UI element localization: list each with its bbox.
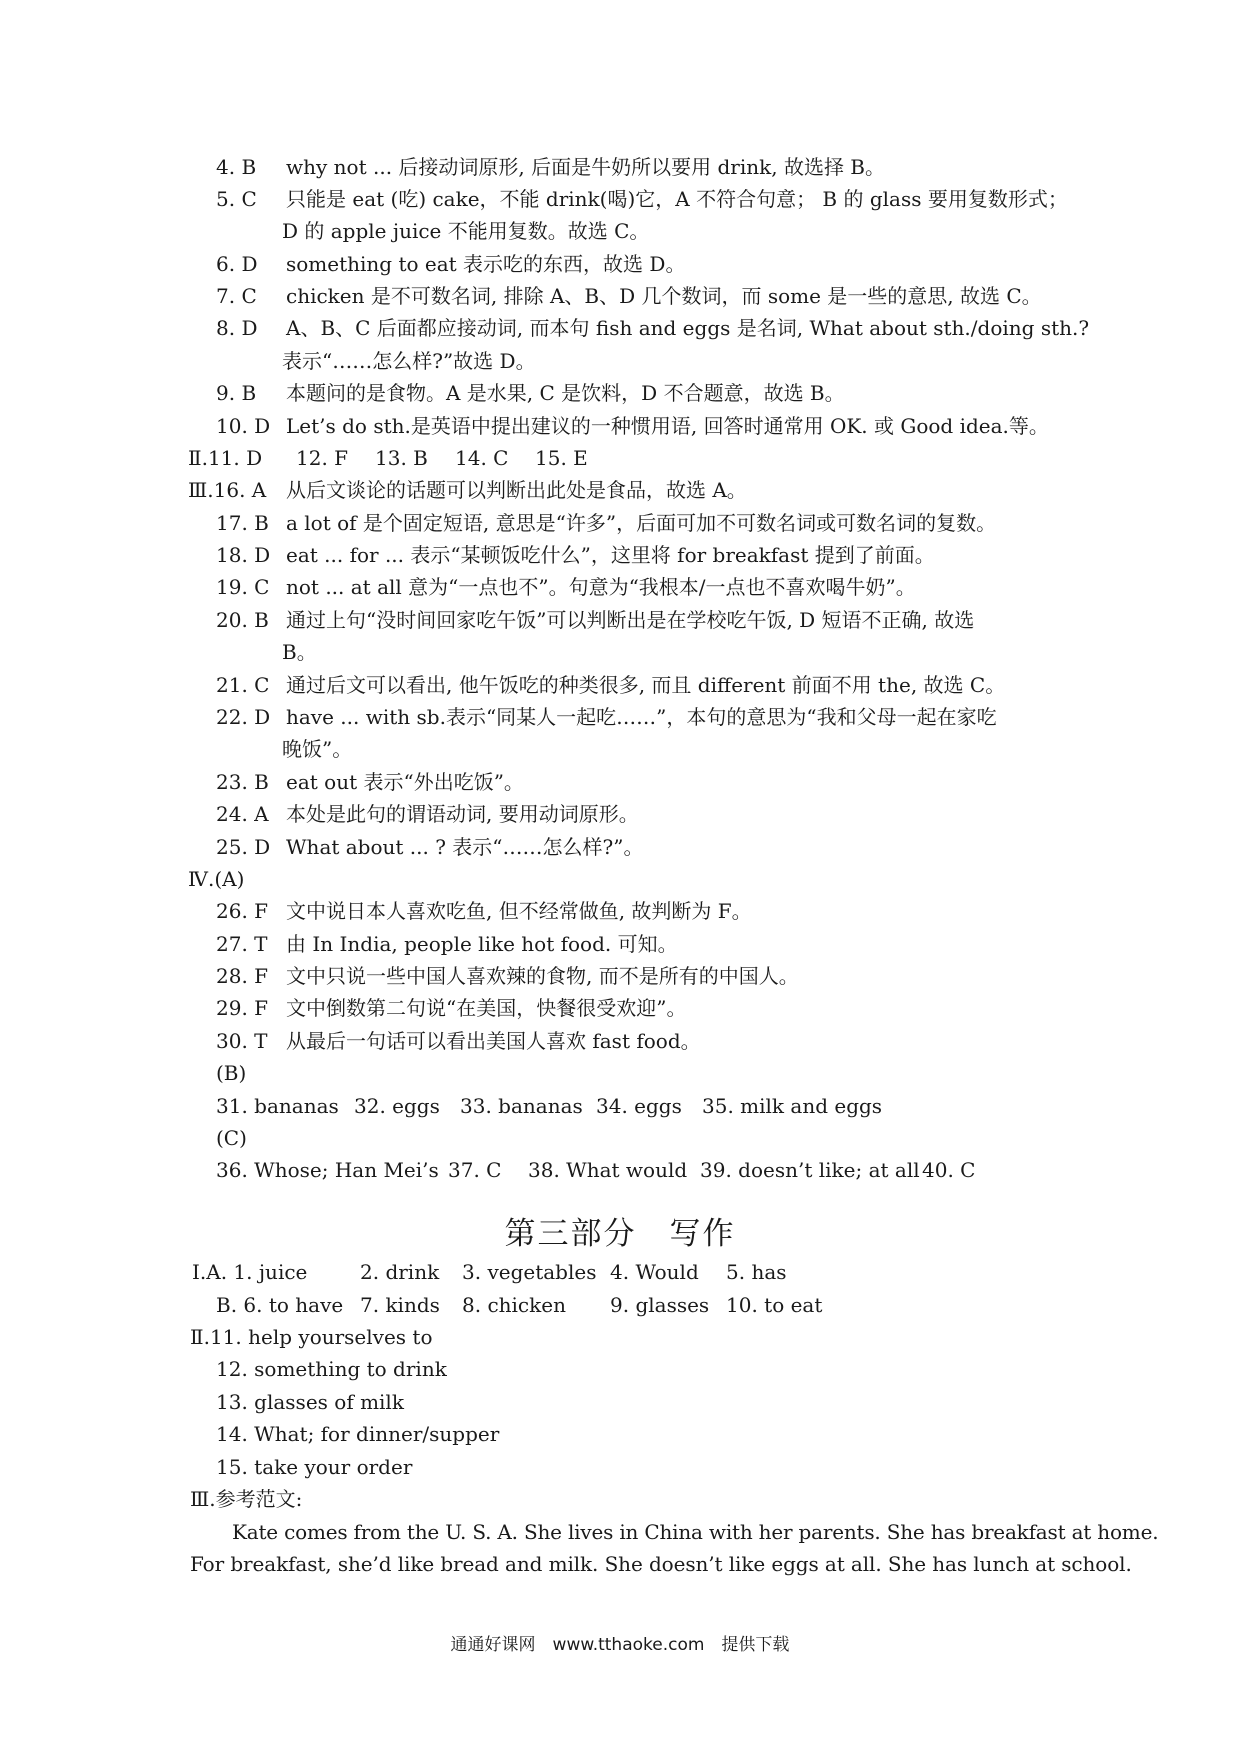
answer-item: 4. Would <box>610 1260 699 1284</box>
answer-explanation: have ... with sb.表示“同某人一起吃……”，本句的意思为“我和父母一起在家吃 <box>286 705 997 729</box>
answer-number: 20. B <box>216 608 269 632</box>
answer-item: 39. doesn’t like; at all <box>700 1158 920 1182</box>
answer-row <box>0 960 1240 993</box>
answer-number: 26. F <box>216 899 269 923</box>
answer-row <box>0 410 1240 443</box>
section-ii-label: Ⅱ.11. D <box>188 446 263 470</box>
answer-number: 9. B <box>216 381 257 405</box>
answer-item: 13. glasses of milk <box>216 1390 404 1414</box>
answer-explanation: 只能是 eat (吃) cake，不能 drink(喝)它，A 不符合句意； B 的 glass 要用复数形式； <box>286 187 1068 211</box>
answer-number: 25. D <box>216 835 271 859</box>
answer-number: 19. C <box>216 575 270 599</box>
answer-row <box>0 183 1240 216</box>
answers-31-35 <box>0 1090 1240 1123</box>
essay-line <box>0 1548 1240 1581</box>
answer-row <box>0 701 1240 734</box>
answer-item: 31. bananas <box>216 1094 339 1118</box>
answer-explanation: why not ... 后接动词原形, 后面是牛奶所以要用 drink, 故选择 B。 <box>286 155 886 179</box>
part3-iii-heading <box>0 1483 1240 1516</box>
answer-number: 23. B <box>216 770 269 794</box>
subsection-b-label: (B) <box>216 1061 247 1085</box>
answer-row <box>0 312 1240 345</box>
answer-explanation-continued: 晚饭”。 <box>282 737 353 761</box>
answer-row <box>0 377 1240 410</box>
answer-item: 15. E <box>535 446 588 470</box>
answer-item: 8. chicken <box>462 1293 566 1317</box>
answer-explanation: a lot of 是个固定短语, 意思是“许多”，后面可加不可数名词或可数名词的复数。 <box>286 511 997 535</box>
answer-number: 22. D <box>216 705 271 729</box>
answer-item: 5. has <box>726 1260 787 1284</box>
answer-row <box>0 733 1240 766</box>
part3-ii-row <box>0 1386 1240 1419</box>
answer-item: 34. eggs <box>596 1094 682 1118</box>
part3-row-b <box>0 1289 1240 1322</box>
answer-explanation: not ... at all 意为“一点也不”。句意为“我根本/一点也不喜欢喝牛奶”。 <box>286 575 916 599</box>
answer-item: 10. to eat <box>726 1293 823 1317</box>
answer-row <box>0 831 1240 864</box>
answer-row <box>0 766 1240 799</box>
subsection-heading <box>0 1122 1240 1155</box>
answer-explanation: 本题问的是食物。A 是水果, C 是饮料，D 不合题意，故选 B。 <box>286 381 845 405</box>
answer-explanation: eat ... for ... 表示“某顿饭吃什么”，这里将 for breakfast 提到了前面。 <box>286 543 935 567</box>
answer-row <box>0 474 1240 507</box>
answer-row <box>0 151 1240 184</box>
answer-item: 7. kinds <box>360 1293 440 1317</box>
answer-explanation: 从最后一句话可以看出美国人喜欢 fast food。 <box>286 1029 701 1053</box>
answer-explanation: 文中说日本人喜欢吃鱼, 但不经常做鱼, 故判断为 F。 <box>286 899 752 923</box>
answer-number: 30. T <box>216 1029 268 1053</box>
answer-row <box>0 669 1240 702</box>
answer-row <box>0 895 1240 928</box>
answer-explanation: What about ... ? 表示“……怎么样?”。 <box>286 835 644 859</box>
answer-number: 28. F <box>216 964 269 988</box>
answer-item: Ⅰ.A. 1. juice <box>192 1260 308 1284</box>
answer-explanation-continued: 表示“……怎么样?”故选 D。 <box>282 349 536 373</box>
part3-ii-row <box>0 1418 1240 1451</box>
part3-ii-row <box>0 1321 1240 1354</box>
answer-row <box>0 1025 1240 1058</box>
answer-row <box>0 604 1240 637</box>
essay-text: Kate comes from the U. S. A. She lives in China with her parents. She has breakfast at home. <box>232 1520 1159 1544</box>
answer-explanation: chicken 是不可数名词, 排除 A、B、D 几个数词，而 some 是一些的意思, 故选 C。 <box>286 284 1042 308</box>
answer-number: 10. D <box>216 414 271 438</box>
answer-explanation: 通过上句“没时间回家吃午饭”可以判断出是在学校吃午饭, D 短语不正确, 故选 <box>286 608 975 632</box>
answer-item: 14. C <box>455 446 509 470</box>
essay-line <box>0 1516 1240 1549</box>
answer-item: 2. drink <box>360 1260 440 1284</box>
answer-item: 9. glasses <box>610 1293 710 1317</box>
answer-number: 27. T <box>216 932 268 956</box>
answer-number: 4. B <box>216 155 257 179</box>
answer-row <box>0 798 1240 831</box>
part3-ii-row <box>0 1451 1240 1484</box>
answer-explanation: 通过后文可以看出, 他午饭吃的种类很多, 而且 different 前面不用 the, 故选 C。 <box>286 673 1006 697</box>
answer-number: 29. F <box>216 996 269 1020</box>
answer-row <box>0 248 1240 281</box>
answer-item: 3. vegetables <box>462 1260 597 1284</box>
answer-item: 14. What; for dinner/supper <box>216 1422 500 1446</box>
answer-explanation: 本处是此句的谓语动词, 要用动词原形。 <box>286 802 639 826</box>
section-iv-heading <box>0 863 1240 896</box>
answer-row <box>0 992 1240 1025</box>
page-footer: 通通好课网 www.tthaoke.com 提供下载 <box>450 1635 790 1655</box>
answer-number: 6. D <box>216 252 258 276</box>
answer-number: 8. D <box>216 316 258 340</box>
section-ii-answers <box>0 442 1240 475</box>
answer-item: 33. bananas <box>460 1094 583 1118</box>
part-three-title: 第三部分 写作 <box>504 1216 736 1252</box>
section-iv-label: Ⅳ.(A) <box>188 867 245 891</box>
answer-number: 21. C <box>216 673 270 697</box>
answer-explanation: A、B、C 后面都应接动词, 而本句 fish and eggs 是名词, What about sth./doing sth.? <box>286 316 1090 340</box>
answer-item: 36. Whose; Han Mei’s <box>216 1158 439 1182</box>
answer-explanation-continued: D 的 apple juice 不能用复数。故选 C。 <box>282 219 650 243</box>
answer-row <box>0 280 1240 313</box>
answer-number: 7. C <box>216 284 257 308</box>
answer-explanation: 文中倒数第二句说“在美国，快餐很受欢迎”。 <box>286 996 687 1020</box>
answer-item: 37. C <box>448 1158 502 1182</box>
answer-number: 18. D <box>216 543 271 567</box>
answer-explanation-continued: B。 <box>282 640 317 664</box>
answer-explanation: eat out 表示“外出吃饭”。 <box>286 770 524 794</box>
answer-row <box>0 507 1240 540</box>
part3-row-a <box>0 1256 1240 1289</box>
answer-item: 35. milk and eggs <box>702 1094 883 1118</box>
answer-item: 13. B <box>375 446 428 470</box>
answer-item: B. 6. to have <box>216 1293 344 1317</box>
answer-item: 12. something to drink <box>216 1357 447 1381</box>
answer-explanation: 文中只说一些中国人喜欢辣的食物, 而不是所有的中国人。 <box>286 964 799 988</box>
answer-row <box>0 636 1240 669</box>
answer-explanation: something to eat 表示吃的东西，故选 D。 <box>286 252 686 276</box>
answer-number: 5. C <box>216 187 257 211</box>
answer-item: 38. What would <box>528 1158 688 1182</box>
answers-36-40 <box>0 1154 1240 1187</box>
answer-number: 17. B <box>216 511 269 535</box>
answer-item: 15. take your order <box>216 1455 413 1479</box>
answer-item: 32. eggs <box>354 1094 440 1118</box>
subsection-heading <box>0 1057 1240 1090</box>
answer-row <box>0 345 1240 378</box>
answer-explanation: 由 In India, people like hot food. 可知。 <box>286 932 678 956</box>
answer-item: 12. F <box>296 446 349 470</box>
answer-item: 40. C <box>922 1158 976 1182</box>
answer-item: Ⅱ.11. help yourselves to <box>190 1325 433 1349</box>
answer-row <box>0 539 1240 572</box>
essay-text: For breakfast, she’d like bread and milk. She doesn’t like eggs at all. She has lunch at school. <box>190 1552 1132 1576</box>
answer-row <box>0 215 1240 248</box>
answer-explanation: 从后文谈论的话题可以判断出此处是食品，故选 A。 <box>286 478 747 502</box>
answer-row <box>0 928 1240 961</box>
answer-number: Ⅲ.16. A <box>188 478 267 502</box>
answer-row <box>0 571 1240 604</box>
subsection-c-label: (C) <box>216 1126 247 1150</box>
answer-explanation: Let’s do sth.是英语中提出建议的一种惯用语, 回答时通常用 OK. 或 Good idea.等。 <box>286 414 1049 438</box>
sample-essay-label: Ⅲ.参考范文: <box>190 1487 303 1511</box>
answer-number: 24. A <box>216 802 269 826</box>
part3-ii-row <box>0 1353 1240 1386</box>
